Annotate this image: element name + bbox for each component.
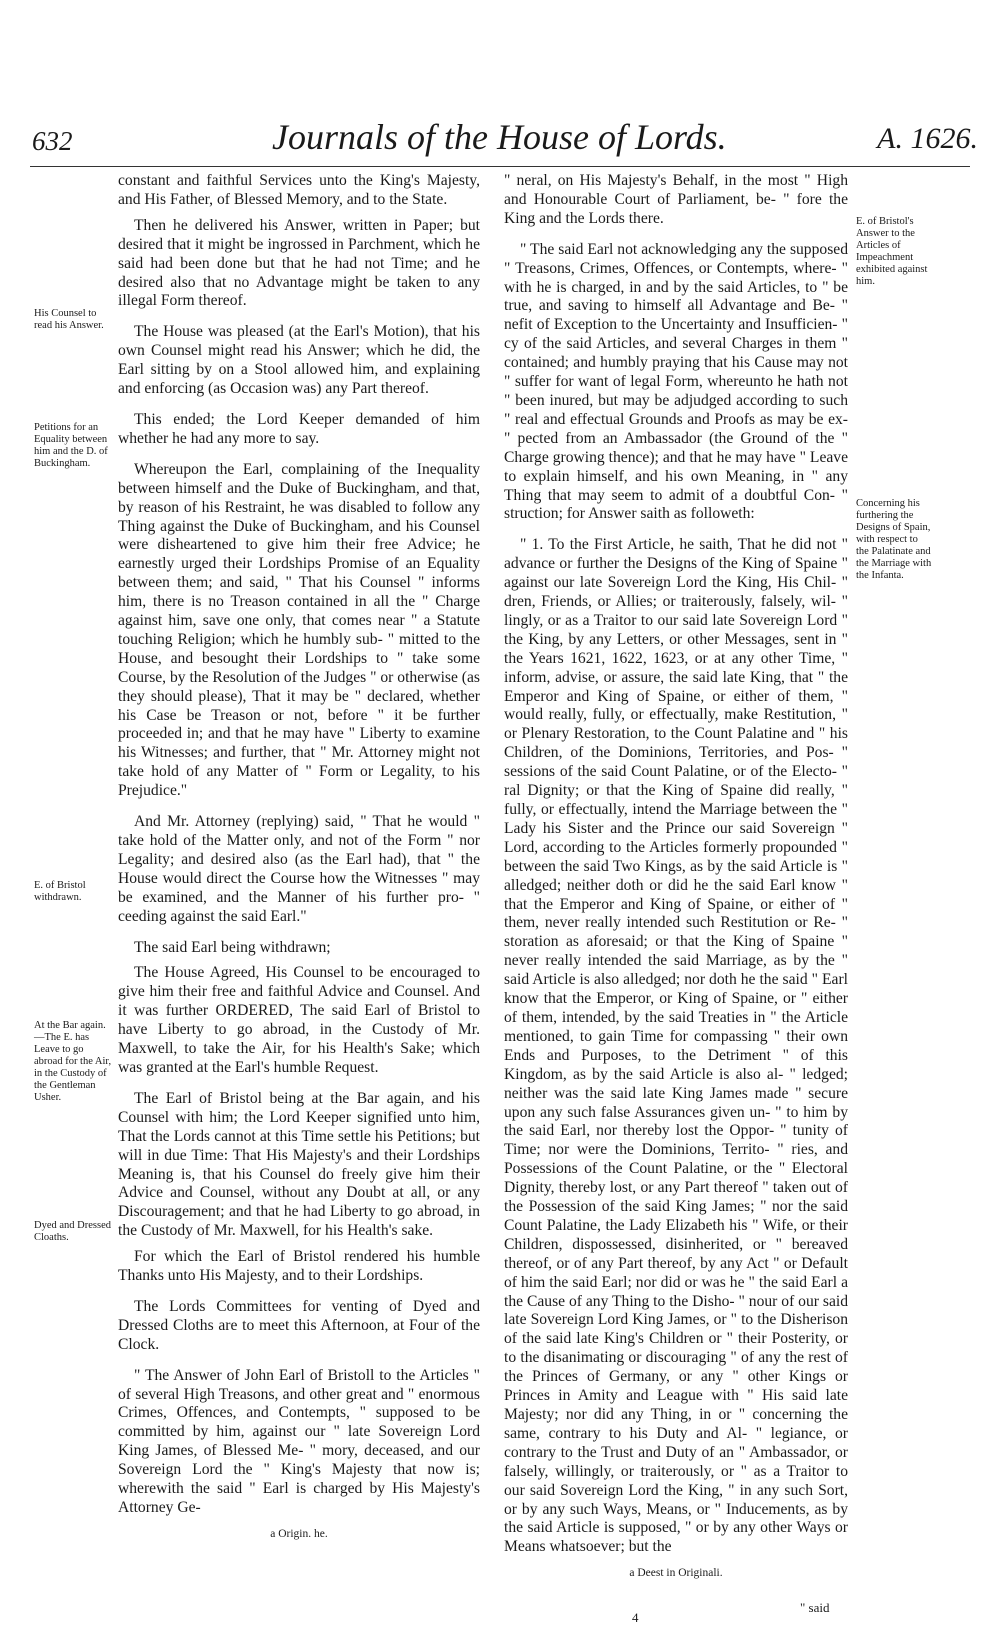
paragraph: " The Answer of John Earl of Bristoll to the Articles " of several High Treasons, and other great and " enormous Crimes, Offences, and Contempts, " supposed to be committed by him, against our " late Sovereign Lord King James, of Blessed Me- " mory, deceased, and our Sovereign Lord the " King's Majesty that now is; wherewith the said " Earl is charged by His Majesty's Attorney Ge- — [118, 1366, 480, 1516]
left-column — [118, 172, 480, 1551]
right-column — [504, 172, 848, 1590]
margin-note: His Counsel to read his Answer. — [34, 308, 104, 331]
paragraph: For which the Earl of Bristol rendered his humble Thanks unto His Majesty, and to their Lordships. — [118, 1248, 480, 1285]
page-number: 632 — [32, 126, 73, 156]
paragraph: The House Agreed, His Counsel to be encouraged to give him their free and faithful Advice and Counsel. And it was further ORDERED, The said Earl of Bristol to have Liberty to go abroad, in the Custody of Mr. Maxwell, to take the Air, for his Health's Sake; which was granted at the Earl's humble Request. — [118, 964, 480, 1076]
signature-mark: 4 — [632, 1610, 639, 1625]
margin-note: Petitions for an Equality between him and the D. of Buckingham. — [34, 422, 108, 469]
margin-note: E. of Bristol's Answer to the Articles of Impeachment exhibited against him. — [856, 216, 928, 287]
paragraph: The Earl of Bristol being at the Bar again, and his Counsel with him; the Lord Keeper signified unto him, That the Lords cannot at this Time settle his Petitions; but will in due Time: That His Majesty's and their Lordships Meaning is, that his Counsel do freely give him their Advice and Counsel, without any Doubt at all, or any Discouragement; and that he had Liberty to go abroad, in the Custody of Mr. Maxwell, for his Health's sake. — [118, 1089, 480, 1240]
margin-note: Concerning his furthering the Designs of Spain, with respect to the Palatinate and the Marriage with the Infanta. — [856, 498, 932, 581]
paragraph: " The said Earl not acknowledging any the supposed " Treasons, Crimes, Offences, or Contempts, where- " with he is charged, in and by the said Articles, to " be true, and saving to himself all Advantage and Be- " nefit of Exception to the Uncertainty and Insufficien- " cy of the said Articles, and several Charges in them " contained; and humbly praying that his Cause may not " suffer for want of legal Form, whereunto he hath not " been inured, but may be adjudged according to such " real and effectual Grounds and Proofs as may be ex- " pected from an Ambassador (the Ground of the " Charge growing thence); and that he may have " Leave to explain himself, and his own Meaning, in " any Thing that may seem to admit of a doubtful Con- " struction; for Answer saith as followeth: — [504, 240, 848, 523]
paragraph: The said Earl being withdrawn; — [134, 938, 331, 956]
paragraph: The Lords Committees for venting of Dyed and Dressed Cloths are to meet this Afternoon, at Four of the Clock. — [118, 1297, 480, 1353]
page-title: Journals of the House of Lords. — [272, 117, 727, 157]
margin-note: At the Bar again.—The E. has Leave to go abroad for the Air, in the Custody of the Gentleman Usher. — [34, 1020, 112, 1103]
paragraph: Then he delivered his Answer, written in Paper; but desired that it might be ingrossed in Parchment, which he said had been done but that he had not Time; and he desired also that no Advantage might be taken to any illegal Form thereof. — [118, 216, 480, 310]
paragraph: constant and faithful Services unto the King's Majesty, and His Father, of Blessed Memory, and to the State. — [118, 172, 480, 208]
year-label: A. 1626. — [877, 122, 978, 155]
page-header — [0, 108, 992, 168]
margin-note: E. of Bristol withdrawn. — [34, 880, 86, 903]
margin-note: Dyed and Dressed Cloaths. — [34, 1220, 111, 1243]
paragraph: " neral, on His Majesty's Behalf, in the most " High and Honourable Court of Parliament, be- " fore the King and the Lords there. — [504, 172, 848, 227]
paragraph: Whereupon the Earl, complaining of the Inequality between himself and the Duke of Buckingham, and that, by reason of his Restraint, he was disabled to follow any Thing against the Duke of Buckingham, and his Counsel were disheartened to give him their free Advice; he earnestly urged their Lordships Promise of an Equality between them; and said, " That his Counsel " informs him, there is no Treason contained in all the " Charge against him, save one only, that comes near " a Statute touching Religion; which he humbly sub- " mitted to the House, and besought their Lordships to " take some Course, by the Resolution of the Judges " or otherwise (as they should please), That it may be " declared, whether his Case be Treason or not, before " it be further proceeded in; and that he may have " Liberty to examine his Witnesses; and further, that " Mr. Attorney might not take hold of any Matter of " Form or Legality, to his Prejudice." — [118, 460, 480, 800]
catchword: " said — [800, 1600, 830, 1615]
footnote: a Origin. he. — [270, 1527, 328, 1540]
footnote: a Deest in Originali. — [629, 1567, 723, 1580]
paragraph: " 1. To the First Article, he saith, That he did not " advance or further the Designs of the King of Spaine " against our late Sovereign Lord the King, His Chil- " dren, Friends, or Allies; or traiterously, falsely, wil- " lingly, or as a Traitor to our said late Sovereign Lord " the King, by any Letters, or other Messages, sent in " the Years 1621, 1622, 1623, or at any other Time, " inform, advise, or assure, the said late King, that " the Emperor and King of Spaine, or either of them, " would really, fully, or effectually, make Restitution, " or Plenary Restoration, to the Count Palatine and " his Children, of the Dominions, Territories, and Pos- " sessions of the said Count Palatine, or of the Electo- " ral Dignity; or that the King of Spaine did really, " fully, or effectually, intend the Marriage between the " Lady his Sister and the Prince our said Sovereign " Lord, according to the Articles formerly propounded " between the said Two Kings, as by the said Article is " alledged; neither doth or did he the said Earl know " that the Emperor and King of Spaine, or either of " them, never really intended such Restitution or Re- " storation as aforesaid; or that the King of Spaine " never really intended the said Marriage, as by the " said Article is also alledged; nor doth he the said " Earl know that the Emperor, or King of Spaine, or " either of them, intended, by the said Treaties in " the Article mentioned, to gain Time for compassing " their own Ends and Purposes, to the Detriment " of this Kingdom, as by the said Article is also al- " ledged; neither was the said late King James made " secure upon any such false Assurances given un- " to him by the said Earl, nor thereby lost the Oppor- " tunity of Time; nor were the Dominions, Territo- " ries, and Possessions of the Count Palatine, or the " Electoral Dignity, thereby lost, or any Part thereof " taken out of the Possession of the said King James; " nor the said Count Palatine, the Lady Elizabeth his " Wife, or their Children, dispossessed, disinherited, or " bereaved thereof, or of any Part thereof, by any Act " or Default of him the said Earl; nor did or was he " the said Earl a the Cause of any Thing to the Disho- " nour of our said late Sovereign Lord King James, or " to the Disherison of the said late King's Children or " their Posterity, or to the disanimating or discouraging " of any the rest of the Princes of Germany, or any " other Kings or Princes in Amity and League with " His said late Majesty; nor did any Thing, in or " concerning the same, contrary to his Duty and Al- " legiance, or contrary to the Trust and Duty of an " Ambassador, or falsely, willingly, or traiterously, or " as a Traitor to our said Sovereign Lord the King, " in any such Sort, or by any such Ways, Means, or " Inducements, as by the said Article is supposed, " or by any other Ways or Means whatsoever; but the — [504, 536, 848, 1556]
header-rule — [30, 166, 970, 167]
paragraph: This ended; the Lord Keeper demanded of him whether he had any more to say. — [118, 410, 480, 447]
paragraph: The House was pleased (at the Earl's Motion), that his own Counsel might read his Answer; which he did, the Earl sitting by on a Stool allowed him, and explaining and enforcing (as Occasion was) any Part thereof. — [118, 323, 480, 398]
paragraph: And Mr. Attorney (replying) said, " That he would " take hold of the Matter only, and not of the Form " nor Legality; and desired also (as the Earl had), that " the House would direct the Course how the Witnesses " may be examined, and the Manner of his further pro- " ceeding against the said Earl." — [118, 813, 480, 925]
